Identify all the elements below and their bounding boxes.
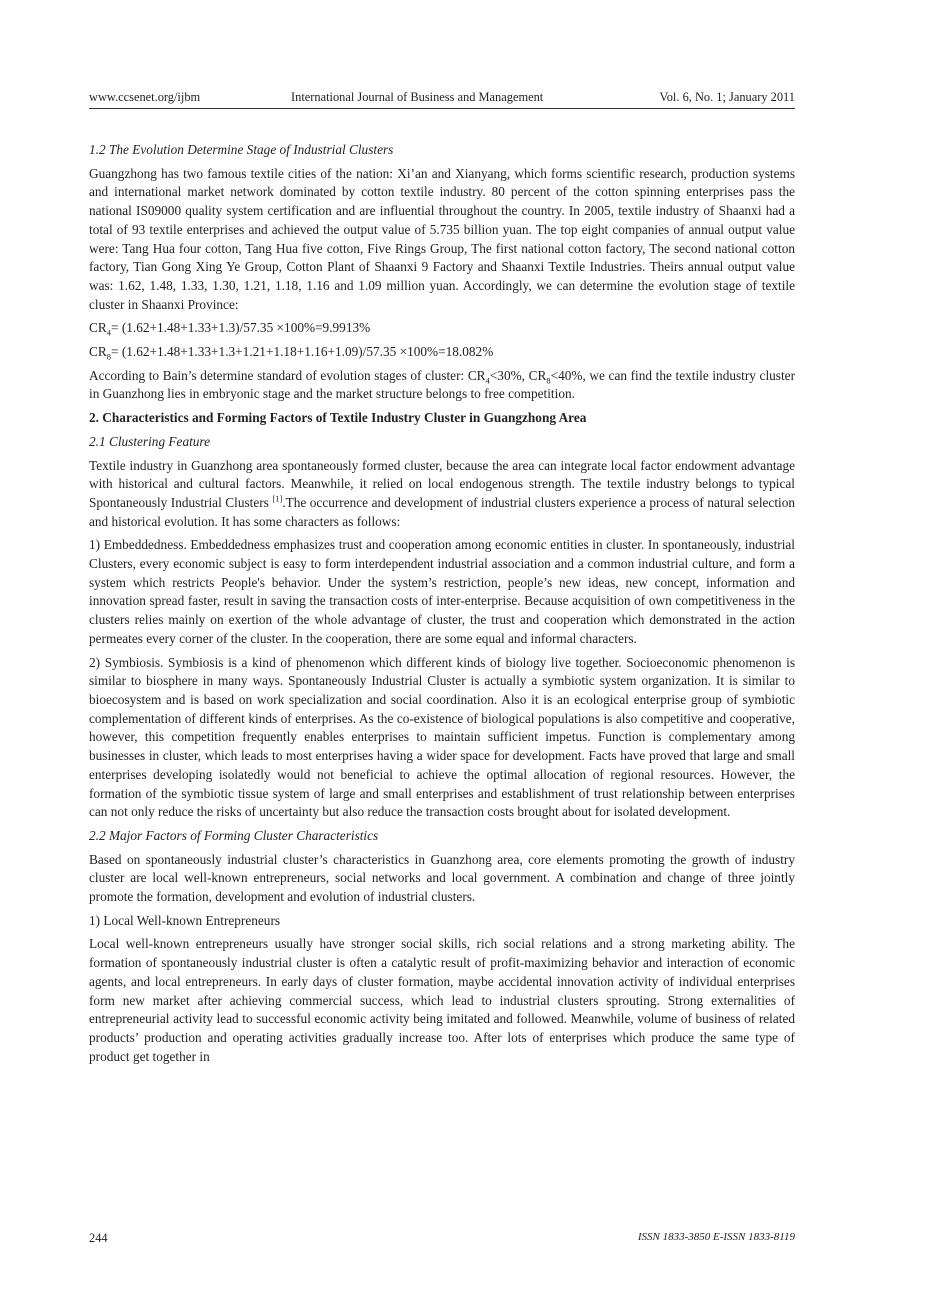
section-2-1-heading: 2.1 Clustering Feature xyxy=(89,433,211,449)
cr8-equation xyxy=(89,343,795,362)
entrepreneurs-subheading: 1) Local Well-known Entrepreneurs xyxy=(89,912,281,928)
bain-text-part3: <40%, we can find the textile industry cluster in Guanzhong lies in embryonic stage and the market structure belongs to free competition. xyxy=(89,367,796,402)
cr4-equation xyxy=(89,319,795,338)
cr8-formula: = (1.62+1.48+1.33+1.3+1.21+1.18+1.16+1.09)/57.35 ×100%=18.082% xyxy=(111,344,494,360)
bain-text-part1: According to Bain’s determine standard of evolution stages of cluster: CR xyxy=(89,367,486,383)
section-2-heading: 2. Characteristics and Forming Factors of Textile Industry Cluster in Guangzhong Area xyxy=(89,410,587,426)
section-2-2-paragraph-1: Based on spontaneously industrial cluster’s characteristics in Guanzhong area, core elements promoting the growth of industry cluster are local well-known entrepreneurs, social networks and local government. A combination and change of three jointly promote the formation, development and evolution of industrial clusters. xyxy=(89,851,795,905)
article-body xyxy=(89,141,795,1071)
section-2-1-text-a: Textile industry in Guanzhong area spontaneously formed cluster, because the area can integrate local factor endowment advantage with historical and cultural factors. Meanwhile, it relied on local endogenous strength. The textile industry belongs to typical Spontaneously Industrial Clusters xyxy=(89,457,795,510)
section-2-1-text-b: .The occurrence and development of industrial clusters experience a process of natural selection and historical evolution. It has some characters as follows: xyxy=(89,494,795,529)
embeddedness-paragraph: 1) Embeddedness. Embeddedness emphasizes trust and cooperation among economic entities in cluster. In spontaneously, industrial Clusters, every economic subject is easy to form interdependent industrial association and a common industrial culture, and form a system which restricts People's behavior. Under the system’s restriction, people’s new ideas, new concept, information and innovation spread faster, result in saving the transaction costs of inter-enterprise. Because acquisition of own competitiveness in the clusters relies mainly on exertion of the whole advantage of cluster, the trust and cooperation which demonstrated in the action permeates every corner of the cluster. In the cooperation, there are some equal and informal characters. xyxy=(89,537,795,646)
header-url: www.ccsenet.org/ijbm xyxy=(89,90,201,104)
section-1-2-paragraph: Guangzhong has two famous textile cities of the nation: Xi’an and Xianyang, which forms scientific research, production systems and international market network dominated by cotton textile industry. 80 percent of the cotton spinning enterprises pass the national IS09000 quality system certification and are influential throughout the country. In 2005, textile industry of Shaanxi had a total of 93 textile enterprises and achieved the output value of 5.735 billion yuan. The top eight companies of annual output value were: Tang Hua four cotton, Tang Hua five cotton, Five Rings Group, The first national cotton factory, The second national cotton factory, Tian Gong Xing Ye Group, Cotton Plant of Shaanxi 9 Factory and Shaanxi Textile Industries. Theirs annual output value was: 1.62, 1.48, 1.33, 1.30, 1.21, 1.18, 1.16 and 1.09 million yuan. Accordingly, we can determine the evolution stage of textile cluster in Shaanxi Province: xyxy=(89,165,795,312)
page-header xyxy=(89,90,795,109)
bain-subscript-1: 4 xyxy=(485,375,490,386)
bain-standard-paragraph xyxy=(89,367,795,404)
cr8-subscript: 8 xyxy=(106,351,111,362)
header-volume: Vol. 6, No. 1; January 2011 xyxy=(659,90,795,104)
header-journal-title: International Journal of Business and Management xyxy=(291,90,544,104)
page-footer xyxy=(89,1231,795,1247)
entrepreneurs-paragraph: Local well-known entrepreneurs usually have stronger social skills, rich social relations and a strong marketing ability. The formation of spontaneously industrial cluster is often a catalytic result of profit-maximizing behavior and interaction of economic agents, and local entrepreneurs. In early days of cluster formation, maybe accidental innovation activity of individual enterprises form new market after achieving commercial success, which lead to industrial clusters sprouting. Strong externalities of entrepreneurial activity lead to successful economic activity being imitated and followed. Meanwhile, volume of business of related products’ production and operating activities gradually increase too. After lots of enterprises which produce the same type of product get together in xyxy=(89,936,795,1064)
page-number: 244 xyxy=(89,1231,108,1245)
cr8-prefix: CR xyxy=(89,344,107,360)
citation-reference: [1] xyxy=(272,493,283,504)
cr4-subscript: 4 xyxy=(106,327,111,338)
bain-subscript-2: 8 xyxy=(546,375,551,386)
footer-issn: ISSN 1833-3850 E-ISSN 1833-8119 xyxy=(637,1231,795,1243)
cr4-prefix: CR xyxy=(89,320,107,336)
bain-text-part2: <30%, CR xyxy=(489,367,547,383)
section-2-2-heading: 2.2 Major Factors of Forming Cluster Characteristics xyxy=(89,827,379,843)
section-1-2-heading: 1.2 The Evolution Determine Stage of Industrial Clusters xyxy=(89,142,394,157)
symbiosis-paragraph: 2) Symbiosis. Symbiosis is a kind of phenomenon which different kinds of biology live together. Socioeconomic phenomenon is similar to biosphere in many ways. Spontaneously Industrial Cluster is actually a symbiotic system organization. It is similar to bioecosystem and is based on work specialization and social coordination. Also it is an ecological enterprise group of symbiotic complementation of different kinds of enterprises. As the co-existence of biological populations is also competitive and cooperative, however, this competition frequently enables enterprises to maintain sufficient impetus. Function is complementary among businesses in cluster, which leads to most enterprises having a wider space for development. Facts have proved that large and small enterprises developing isolatedly would not beneficial to achieve the optimal allocation of regional resources. However, the formation of the symbiotic tissue system of large and small enterprises and establishment of trust relationship between enterprises can not only reduce the risks of uncertainty but also reduce the transaction costs brought about for isolated development. xyxy=(89,654,795,820)
cr4-formula: = (1.62+1.48+1.33+1.3)/57.35 ×100%=9.9913% xyxy=(111,320,371,336)
section-2-1-paragraph-1 xyxy=(89,457,795,532)
